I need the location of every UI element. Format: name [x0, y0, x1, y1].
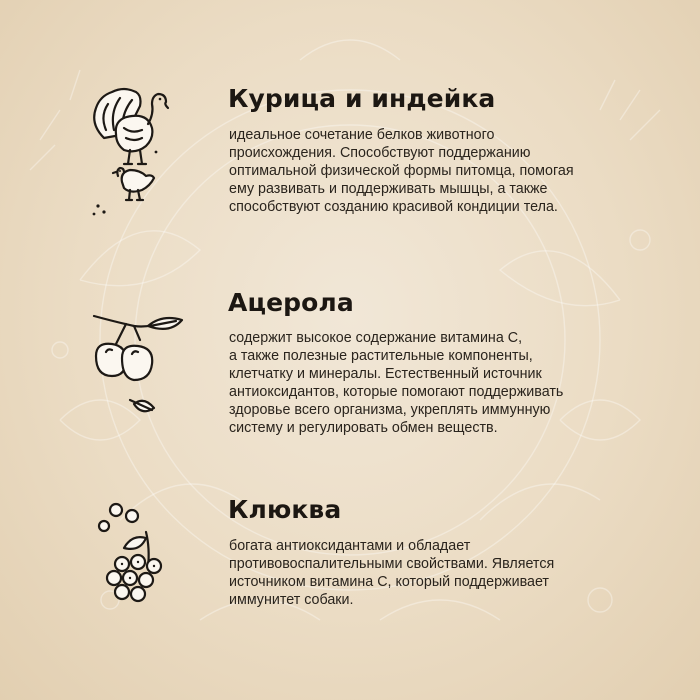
- cranberry-icon: [86, 498, 186, 610]
- section-title: Клюква: [228, 495, 342, 524]
- section-description: идеальное сочетание белков животного происхождения. Способствуют поддержанию оптимальной физической формы питомца, помогая ему развивать и поддерживать мышцы, а также способствуют созданию красивой кондиции тела.: [229, 127, 574, 215]
- turkey-chicken-icon: [86, 78, 186, 218]
- acerola-icon: [86, 296, 186, 436]
- section-title: Курица и индейка: [228, 84, 496, 113]
- section-description: богата антиоксидантами и обладает противовоспалительными свойствами. Является источником витамина С, который поддерживает иммунитет собаки.: [229, 538, 555, 608]
- section-description: содержит высокое содержание витамина С, а также полезные растительные компоненты, клетчатку и минералы. Естественный источник антиоксидантов, которые помогают поддерживать здоровье всего организма, укреплять иммунную систему и регулировать обмен веществ.: [229, 330, 564, 436]
- section-title: Ацерола: [228, 288, 354, 317]
